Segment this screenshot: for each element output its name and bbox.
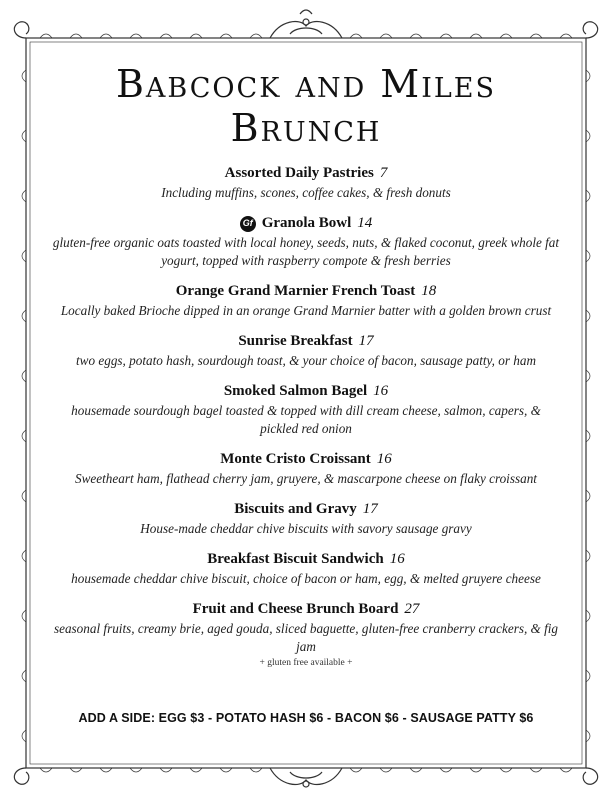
menu-item-description: housemade sourdough bagel toasted & topped with dill cream cheese, salmon, capers, & pickled red onion xyxy=(71,403,541,436)
menu-item xyxy=(48,550,564,588)
menu-item-description: housemade cheddar chive biscuit, choice of bacon or ham, egg, & melted gruyere cheese xyxy=(71,571,541,586)
menu-item-price: 16 xyxy=(389,551,405,567)
menu-item-heading xyxy=(48,500,564,519)
menu-item-price: 17 xyxy=(358,333,374,349)
menu-item xyxy=(48,382,564,438)
menu-item-name: Sunrise Breakfast xyxy=(238,333,353,349)
menu-item-price: 17 xyxy=(362,501,378,517)
menu-item-name: Granola Bowl xyxy=(261,215,352,231)
menu-item-price: 14 xyxy=(357,215,373,231)
menu-item-description: Sweetheart ham, flathead cherry jam, gruyere, & mascarpone cheese on flaky croissant xyxy=(75,471,537,486)
menu-item-heading xyxy=(48,550,564,569)
menu-item-heading xyxy=(48,450,564,469)
menu-item-name: Fruit and Cheese Brunch Board xyxy=(192,601,399,617)
menu-item xyxy=(48,214,564,270)
menu-item-description: gluten-free organic oats toasted with local honey, seeds, nuts, & flaked coconut, greek whole fat yogurt, topped with raspberry compote & fresh berries xyxy=(52,235,560,268)
menu-title xyxy=(48,62,564,150)
add-a-side-line: ADD A SIDE: EGG $3 - POTATO HASH $6 - BACON $6 - SAUSAGE PATTY $6 xyxy=(78,711,534,725)
menu-item xyxy=(48,164,564,202)
menu-item-name: Breakfast Biscuit Sandwich xyxy=(207,551,384,567)
menu-item-heading xyxy=(48,214,564,233)
gluten-free-icon: Gf xyxy=(240,216,256,232)
menu-item-heading xyxy=(48,282,564,301)
menu-item xyxy=(48,500,564,538)
menu-item-description: Including muffins, scones, coffee cakes, & fresh donuts xyxy=(161,185,451,200)
menu-item xyxy=(48,600,564,669)
gluten-free-note: + gluten free available + xyxy=(259,658,353,668)
menu-item-name: Assorted Daily Pastries xyxy=(224,165,374,181)
menu-item-heading xyxy=(48,382,564,401)
menu-item-heading xyxy=(48,164,564,183)
menu-item-description: two eggs, potato hash, sourdough toast, & your choice of bacon, sausage patty, or ham xyxy=(76,353,536,368)
menu-item-heading xyxy=(48,600,564,619)
menu-item-name: Biscuits and Gravy xyxy=(234,501,357,517)
menu-item-heading xyxy=(48,332,564,351)
menu-item xyxy=(48,332,564,370)
menu-item-name: Orange Grand Marnier French Toast xyxy=(175,283,416,299)
menu-item-name: Monte Cristo Croissant xyxy=(220,451,371,467)
menu-item-description: Locally baked Brioche dipped in an orange Grand Marnier batter with a golden brown crust xyxy=(60,303,552,318)
title-line-1: Babcock and Miles xyxy=(115,62,497,106)
menu-item-price: 16 xyxy=(376,451,392,467)
menu-item-price: 18 xyxy=(421,283,437,299)
menu-item-description: House-made cheddar chive biscuits with savory sausage gravy xyxy=(140,521,472,536)
menu-item-name: Smoked Salmon Bagel xyxy=(223,383,368,399)
menu-item-description: seasonal fruits, creamy brie, aged gouda, sliced baguette, gluten-free cranberry crackers, & fig jam xyxy=(53,621,559,654)
menu-items xyxy=(48,164,564,669)
menu-item xyxy=(48,282,564,320)
menu-item xyxy=(48,450,564,488)
menu-content xyxy=(48,62,564,681)
menu-item-price: 27 xyxy=(404,601,420,617)
menu-item-price: 7 xyxy=(379,165,388,181)
menu-item-price: 16 xyxy=(373,383,389,399)
title-line-2: Brunch xyxy=(230,106,382,150)
